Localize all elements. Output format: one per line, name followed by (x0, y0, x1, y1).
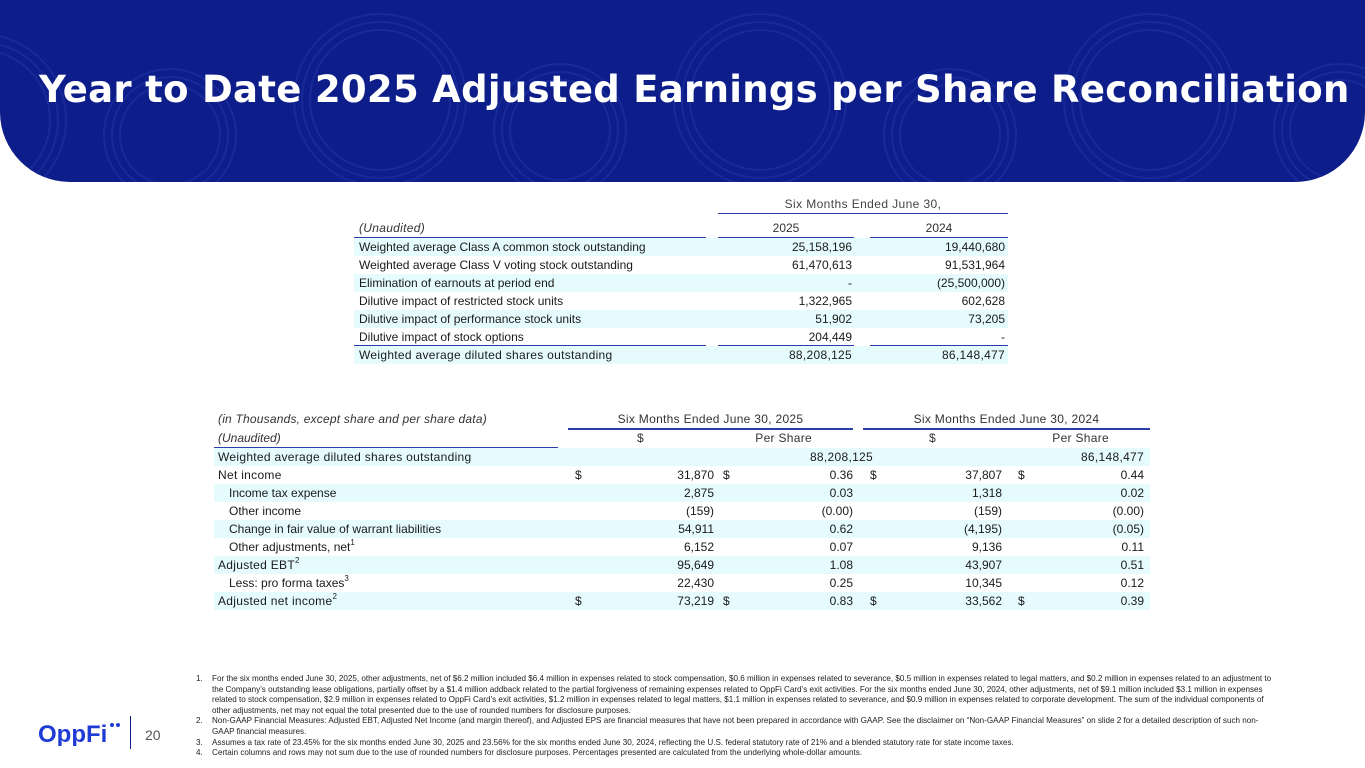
table-row: Net income $ $ $ $ 31,870 0.36 37,807 0.44 (218, 468, 1144, 482)
year-2025-header: 2025 (718, 219, 854, 238)
page-title: Year to Date 2025 Adjusted Earnings per Share Reconciliation (39, 68, 1350, 111)
footnote: 2. Non-GAAP Financial Measures: Adjusted EBT, Adjusted Net Income (and margin thereof), and Adjusted EPS are financial measures that have not been prepared in accordance with GAAP. See the disclaimer on “Non-GAAP Financial Measures” on slide 2 for a detailed description of such non-GAAP financial measures. (196, 716, 1259, 736)
dollar-col-2025: $ (637, 431, 644, 445)
footnote: 3. Assumes a tax rate of 23.45% for the six months ended June 30, 2025 and 23.56% for the six months ended June 30, 2024, reflecting the U.S. federal statutory rate of 21% and a blended statutory rate for state income taxes. (196, 737, 1014, 747)
year-2024-header: 2024 (870, 219, 1008, 238)
table-row: Elimination of earnouts at period end - (25,500,000) (354, 274, 1008, 292)
table-row: Less: pro forma taxes$^3$ 22,430 0.25 10,345 0.12 (229, 574, 1144, 590)
table-row: Dilutive impact of stock options 204,449 - (354, 328, 1008, 346)
period-2024-header: Six Months Ended June 30, 2024 (863, 410, 1150, 429)
unaudited-header-2: (Unaudited) (214, 429, 558, 448)
table-row: Income tax expense 2,875 0.03 1,318 0.02 (214, 484, 1150, 502)
dollar-col-2024: $ (929, 431, 936, 445)
adjusted-eps-table (214, 410, 1150, 610)
per-share-col-2025: Per Share (755, 431, 812, 445)
title-banner (0, 0, 1365, 182)
period-header: Six Months Ended June 30, (718, 195, 1008, 214)
table-row: Adjusted net income$^2$ $ $ $ $ 73,219 0.83 33,562 0.39 (214, 592, 1150, 610)
oppfi-logo (38, 718, 122, 746)
table-row: Dilutive impact of restricted stock units 1,322,965 602,628 (359, 294, 1005, 308)
table-row: Other adjustments, net$^1$ 6,152 0.07 9,136 0.11 (229, 538, 1144, 554)
table-row: Weighted average Class V voting stock outstanding 61,470,613 91,531,964 (359, 258, 1005, 272)
period-2025-header: Six Months Ended June 30, 2025 (568, 410, 853, 429)
diluted-shares-table (354, 197, 1008, 364)
table-row: Weighted average Class A common stock outstanding 25,158,196 19,440,680 (354, 238, 1008, 256)
table-caption: (in Thousands, except share and per share data) (218, 412, 487, 426)
logo-divider (130, 716, 131, 749)
footnotes (196, 674, 1278, 759)
total-diluted-shares-row: Weighted average diluted shares outstanding 88,208,125 86,148,477 (354, 346, 1008, 364)
footnote: 4. Certain columns and rows may not sum due to the use of rounded numbers for disclosure purposes. Percentages presented are calculated from the underlying whole-dollar amounts. (196, 748, 863, 758)
unaudited-header: (Unaudited) (354, 219, 706, 238)
table-row: Adjusted EBT$^2$ 95,649 1.08 43,907 0.51 (214, 556, 1150, 574)
table-row: Other income (159) (0.00) (159) (0.00) (229, 504, 1144, 518)
table-row: Change in fair value of warrant liabilities 54,911 0.62 (4,195) (0.05) (214, 520, 1150, 538)
footnote: 1. For the six months ended June 30, 2025, other adjustments, net of $6.2 million included $6.4 million in expenses related to stock compensation, $0.6 million in expenses related to severance, $0.5 million in expenses related to legal matters, and $0.2 million in expenses related to an adjustment to the Company’s outstanding lease obligations, partially offset by a $1.4 million addback related to the partial forgiveness of remaining expenses related to OppFi Card’s exit activities. For the six months ended June 30, 2024, other adjustments, net of $9.1 million included $3.1 million in expenses related to stock compensation, $2.9 million in expenses related to OppFi Card’s exit activities, $1.2 million in expenses related to legal matters, $1.1 million in expenses related to severance, and $0.9 million in expenses related to corporate development. The sum of the individual components of other adjustments, net may not equal the total presented due to the use of rounded numbers for disclosure purposes. (196, 674, 1272, 715)
diluted-shares-row: Weighted average diluted shares outstanding 88,208,125 86,148,477 (214, 448, 1150, 466)
table-row: Dilutive impact of performance stock units 51,902 73,205 (354, 310, 1008, 328)
page-number: 20 (145, 727, 161, 743)
per-share-col-2024: Per Share (1052, 431, 1109, 445)
svg-text:OppFi: OppFi (38, 721, 108, 746)
